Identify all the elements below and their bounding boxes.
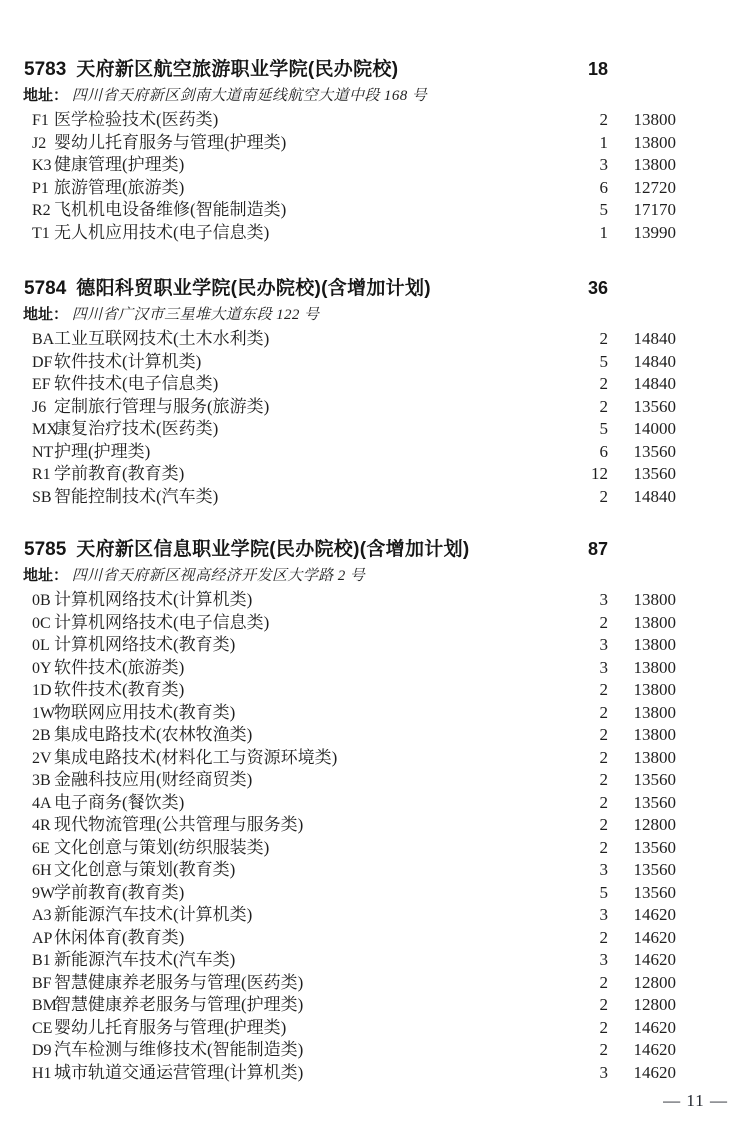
major-code: SB [32,488,52,506]
major-plan-count: 1 [599,222,608,242]
major-code: J2 [32,134,47,152]
school-total-plan: 18 [587,59,608,79]
major-row [0,882,756,905]
major-plan-count: 3 [599,950,608,969]
major-tuition-fee: 14620 [633,927,676,947]
school-address [0,567,756,585]
address-label: 地址： [23,87,69,104]
major-name: 学前教育(教育类) [54,882,185,902]
major-tuition-fee: 13800 [633,702,676,722]
major-name: 婴幼儿托育服务与管理(护理类) [54,1017,287,1037]
major-tuition-fee: 14620 [633,1062,676,1082]
major-plan-count: 3 [599,1062,608,1082]
major-row [0,589,756,612]
major-name: 汽车检测与维修技术(智能制造类) [54,1040,304,1059]
major-name: 智慧健康养老服务与管理(医药类) [54,972,304,992]
major-tuition-fee: 12800 [633,815,676,834]
major-code: D9 [32,1042,52,1059]
major-plan-count: 3 [599,860,608,879]
major-row [0,679,756,702]
major-row [0,1039,756,1062]
major-plan-count: 3 [599,635,608,654]
address-label: 地址： [23,567,69,584]
major-plan-count: 3 [599,155,608,174]
major-tuition-fee: 14000 [633,419,676,438]
major-row [0,373,756,396]
major-plan-count: 2 [599,612,608,632]
major-row [0,904,756,927]
major-tuition-fee: 13800 [633,132,676,152]
major-plan-count: 2 [599,680,608,699]
major-tuition-fee: 13800 [633,747,676,767]
major-name: 医学检验技术(医药类) [54,110,219,129]
major-tuition-fee: 13560 [633,882,676,902]
school-address [0,87,756,105]
major-plan-count: 5 [599,351,608,371]
major-tuition-fee: 12720 [633,177,676,197]
major-code: 0C [32,614,51,632]
major-tuition-fee: 17170 [633,200,676,219]
school-code: 5784 [24,278,67,299]
major-name: 计算机网络技术(计算机类) [54,590,253,609]
major-row [0,994,756,1017]
school-section-5783 [0,58,756,244]
major-row [0,1062,756,1085]
major-tuition-fee: 13560 [633,770,676,789]
school-code: 5783 [24,59,67,80]
major-row [0,859,756,882]
major-tuition-fee: 12800 [633,972,676,992]
major-name: 护理(护理类) [54,441,151,461]
major-code: 0Y [32,659,52,677]
school-total-plan: 87 [587,539,608,559]
major-plan-count: 2 [599,725,608,744]
school-header [0,277,756,300]
major-code: BM [32,997,57,1014]
school-name: 天府新区信息职业学院(民办院校)(含增加计划) [76,539,470,560]
major-name: 健康管理(护理类) [54,155,185,174]
major-tuition-fee: 13560 [633,464,676,483]
major-plan-count: 5 [599,419,608,438]
major-tuition-fee: 13560 [633,396,676,416]
major-name: 集成电路技术(农林牧渔类) [54,725,253,744]
major-code: EF [32,376,51,393]
major-tuition-fee: 13800 [633,725,676,744]
major-name: 工业互联网技术(土木水利类) [54,329,270,348]
major-tuition-fee: 14840 [633,374,676,393]
major-name: 婴幼儿托育服务与管理(护理类) [54,132,287,152]
major-row [0,177,756,200]
major-plan-count: 3 [599,590,608,609]
major-tuition-fee: 13800 [633,612,676,632]
major-row [0,441,756,464]
major-plan-count: 12 [591,464,608,483]
major-code: BA [32,331,55,348]
major-name: 学前教育(教育类) [54,464,185,483]
major-list [0,109,756,244]
major-name: 飞机机电设备维修(智能制造类) [54,200,287,219]
major-plan-count: 2 [599,792,608,812]
major-code: 3B [32,772,51,789]
major-name: 休闲体育(教育类) [54,927,185,947]
major-code: K3 [32,157,52,174]
major-code: MX [32,421,58,438]
school-name: 德阳科贸职业学院(民办院校)(含增加计划) [76,278,431,299]
major-tuition-fee: 13990 [633,222,676,242]
major-code: H1 [32,1064,52,1082]
school-section-5785 [0,538,756,1084]
major-tuition-fee: 14840 [633,329,676,348]
major-row [0,463,756,486]
major-tuition-fee: 13800 [633,110,676,129]
major-plan-count: 2 [599,770,608,789]
major-name: 软件技术(旅游类) [54,657,185,677]
major-name: 智能控制技术(汽车类) [54,486,219,506]
major-code: 1W [32,704,56,722]
major-name: 智慧健康养老服务与管理(护理类) [54,995,304,1014]
major-row [0,747,756,770]
major-tuition-fee: 14620 [633,905,676,924]
major-row [0,837,756,860]
major-row [0,702,756,725]
major-name: 无人机应用技术(电子信息类) [54,222,270,242]
major-row [0,724,756,747]
major-code: BF [32,974,52,992]
major-code: J6 [32,398,47,416]
major-plan-count: 2 [599,815,608,834]
major-code: R1 [32,466,51,483]
major-code: 2V [32,749,52,767]
major-plan-count: 2 [599,396,608,416]
major-name: 现代物流管理(公共管理与服务类) [54,815,304,834]
major-tuition-fee: 13800 [633,590,676,609]
major-name: 城市轨道交通运营管理(计算机类) [54,1062,304,1082]
major-name: 文化创意与策划(教育类) [54,860,236,879]
major-plan-count: 2 [599,927,608,947]
major-code: 6E [32,839,50,857]
major-name: 计算机网络技术(教育类) [54,635,236,654]
major-tuition-fee: 13560 [633,441,676,461]
major-name: 定制旅行管理与服务(旅游类) [54,396,270,416]
school-address [0,306,756,324]
major-row [0,396,756,419]
major-row [0,418,756,441]
major-code: CE [32,1019,53,1037]
major-name: 集成电路技术(材料化工与资源环境类) [54,747,338,767]
major-code: 0B [32,592,51,609]
major-name: 文化创意与策划(纺织服装类) [54,837,270,857]
address-text: 四川省广汉市三星堆大道东段 122 号 [71,307,320,323]
school-total-plan: 36 [587,278,608,298]
major-plan-count: 5 [599,882,608,902]
major-tuition-fee: 14840 [633,486,676,506]
major-code: 6H [32,862,52,879]
major-code: R2 [32,202,51,219]
major-row [0,949,756,972]
major-plan-count: 2 [599,1040,608,1059]
major-code: T1 [32,224,50,242]
major-tuition-fee: 13560 [633,792,676,812]
major-row [0,769,756,792]
major-row [0,222,756,245]
major-tuition-fee: 12800 [633,995,676,1014]
major-row [0,814,756,837]
major-row [0,154,756,177]
major-name: 新能源汽车技术(计算机类) [54,905,253,924]
major-name: 物联网应用技术(教育类) [54,702,236,722]
major-code: 2B [32,727,51,744]
major-name: 计算机网络技术(电子信息类) [54,612,270,632]
major-tuition-fee: 13800 [633,657,676,677]
major-plan-count: 6 [599,441,608,461]
major-row [0,1017,756,1040]
major-plan-count: 2 [599,747,608,767]
major-code: AP [32,929,53,947]
school-header [0,538,756,561]
major-name: 新能源汽车技术(汽车类) [54,950,236,969]
major-plan-count: 2 [599,110,608,129]
major-row [0,109,756,132]
major-tuition-fee: 14620 [633,1017,676,1037]
major-tuition-fee: 13800 [633,635,676,654]
major-list [0,589,756,1084]
major-plan-count: 2 [599,329,608,348]
major-code: 4A [32,794,52,812]
major-plan-count: 2 [599,837,608,857]
major-name: 软件技术(教育类) [54,680,185,699]
major-row [0,351,756,374]
major-tuition-fee: 13800 [633,680,676,699]
major-plan-count: 2 [599,995,608,1014]
major-code: A3 [32,907,52,924]
major-plan-count: 6 [599,177,608,197]
address-label: 地址： [23,306,69,323]
major-row [0,927,756,950]
major-row [0,328,756,351]
major-plan-count: 2 [599,374,608,393]
major-row [0,657,756,680]
major-plan-count: 1 [599,132,608,152]
major-plan-count: 5 [599,200,608,219]
major-name: 软件技术(电子信息类) [54,374,219,393]
major-name: 旅游管理(旅游类) [54,177,185,197]
page-number: — 11 — [663,1091,728,1110]
major-plan-count: 2 [599,972,608,992]
major-code: 1D [32,682,52,699]
address-text: 四川省天府新区剑南大道南延线航空大道中段 168 号 [71,88,428,104]
major-row [0,612,756,635]
major-code: 9W [32,884,56,902]
major-tuition-fee: 14620 [633,950,676,969]
major-plan-count: 3 [599,905,608,924]
major-row [0,792,756,815]
major-name: 金融科技应用(财经商贸类) [54,770,253,789]
address-text: 四川省天府新区视高经济开发区大学路 2 号 [71,568,366,584]
major-row [0,199,756,222]
major-row [0,132,756,155]
major-plan-count: 2 [599,486,608,506]
school-section-5784 [0,277,756,508]
major-code: NT [32,443,54,461]
major-list [0,328,756,508]
major-row [0,486,756,509]
major-name: 康复治疗技术(医药类) [54,419,219,438]
school-code: 5785 [24,539,67,560]
major-plan-count: 3 [599,657,608,677]
school-header [0,58,756,81]
major-code: F1 [32,112,49,129]
major-tuition-fee: 13560 [633,837,676,857]
major-code: P1 [32,179,49,197]
major-code: DF [32,353,53,371]
major-code: 0L [32,637,50,654]
major-tuition-fee: 14840 [633,351,676,371]
major-code: 4R [32,817,51,834]
major-row [0,634,756,657]
major-plan-count: 2 [599,1017,608,1037]
major-tuition-fee: 13800 [633,155,676,174]
major-tuition-fee: 14620 [633,1040,676,1059]
major-tuition-fee: 13560 [633,860,676,879]
major-name: 软件技术(计算机类) [54,351,202,371]
major-code: B1 [32,952,51,969]
major-name: 电子商务(餐饮类) [54,792,185,812]
major-plan-count: 2 [599,702,608,722]
school-name: 天府新区航空旅游职业学院(民办院校) [76,59,399,80]
major-row [0,972,756,995]
